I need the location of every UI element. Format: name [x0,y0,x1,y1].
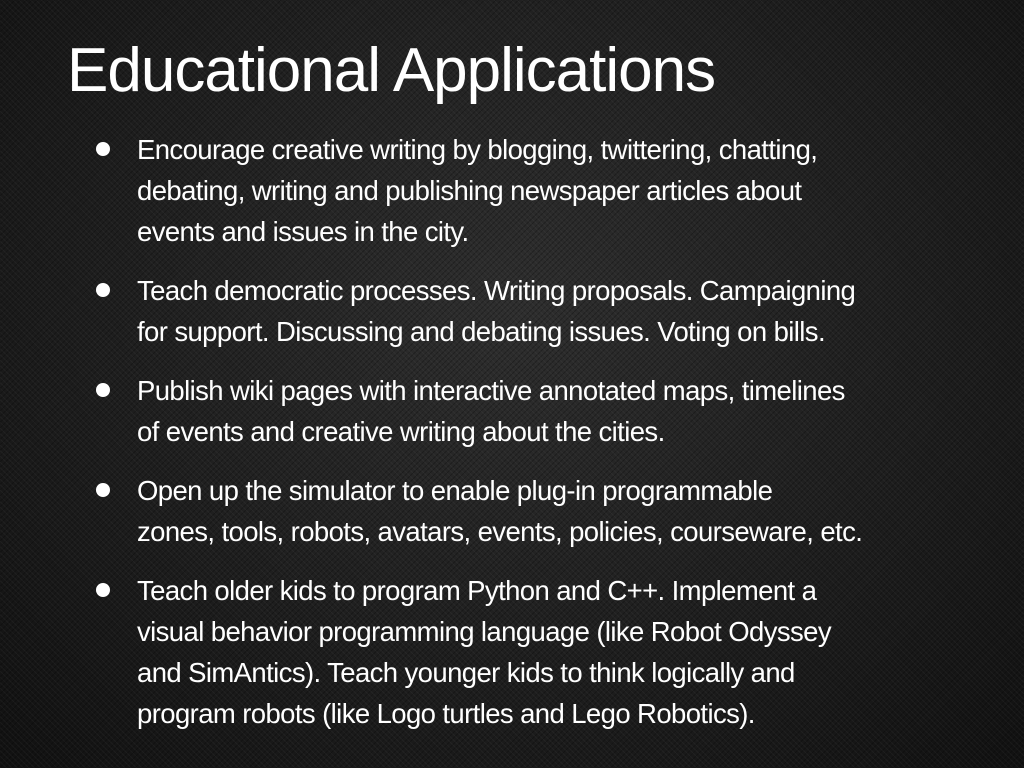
bullet-item [0,129,1024,252]
slide-title: Educational Applications [67,36,716,105]
bullet-item [0,570,1024,734]
bullet-line: of events and creative writing about the cities. [137,416,665,447]
bullet-text [137,129,1024,252]
bullet-list [0,129,1024,752]
bullet-line: Publish wiki pages with interactive annotated maps, timelines [137,375,845,406]
bullet-item [0,470,1024,552]
bullet-line: and SimAntics). Teach younger kids to think logically and [137,657,795,688]
bullet-dot-icon [96,142,110,156]
bullet-dot-icon [96,483,110,497]
bullet-line: for support. Discussing and debating issues. Voting on bills. [137,316,825,347]
bullet-line: Teach older kids to program Python and C++. Implement a [137,575,817,606]
bullet-line: Encourage creative writing by blogging, twittering, chatting, [137,134,818,165]
bullet-text [137,270,1024,352]
bullet-item [0,270,1024,352]
bullet-line: program robots (like Logo turtles and Lego Robotics). [137,698,755,729]
bullet-text [137,470,1024,552]
bullet-line: Teach democratic processes. Writing proposals. Campaigning [137,275,856,306]
bullet-line: zones, tools, robots, avatars, events, policies, courseware, etc. [137,516,863,547]
bullet-line: visual behavior programming language (like Robot Odyssey [137,616,831,647]
bullet-dot-icon [96,283,110,297]
bullet-dot-icon [96,383,110,397]
bullet-dot-icon [96,583,110,597]
bullet-line: debating, writing and publishing newspaper articles about [137,175,802,206]
bullet-item [0,370,1024,452]
bullet-line: Open up the simulator to enable plug-in programmable [137,475,773,506]
bullet-text [137,370,1024,452]
bullet-line: events and issues in the city. [137,216,469,247]
bullet-text [137,570,1024,734]
